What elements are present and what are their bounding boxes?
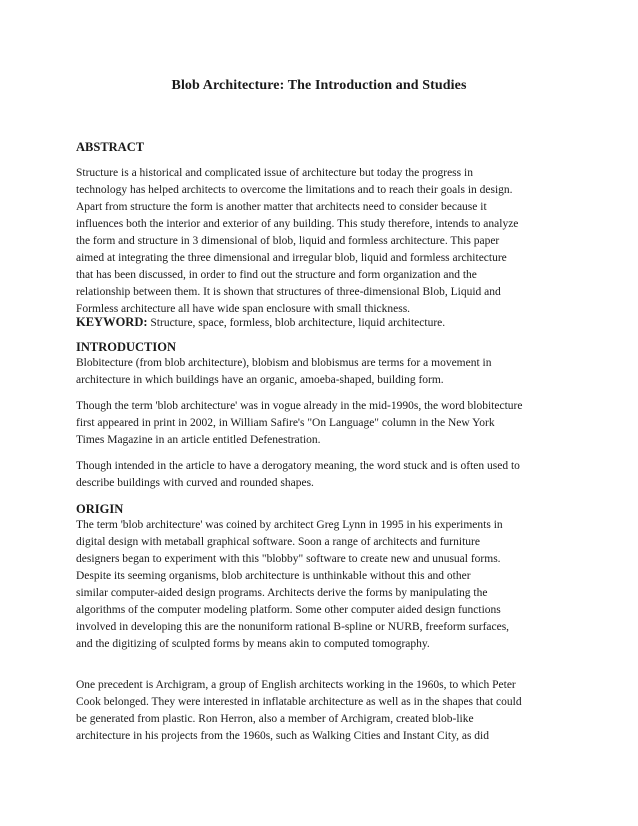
keyword-text: Structure, space, formless, blob architecture, liquid architecture. (147, 317, 446, 329)
text-line: digital design with metaball graphical software. Soon a range of architects and furniture (76, 536, 480, 548)
text-line: similar computer-aided design programs. Architects derive the forms by manipulating the (76, 587, 488, 599)
paper-title: Blob Architecture: The Introduction and Studies (171, 78, 467, 93)
text-line: designers began to experiment with this "blobby" software to create new and unusual forms. (76, 553, 501, 565)
abstract-paragraph (76, 165, 566, 318)
text-line: architecture in his projects from the 1960s, such as Walking Cities and Instant City, as did (76, 730, 489, 742)
keyword-line (76, 314, 566, 332)
origin-paragraph-1 (76, 517, 566, 653)
text-line: Times Magazine in an article entitled Defenestration. (76, 434, 321, 446)
text-line: architecture in which buildings have an organic, amoeba-shaped, building form. (76, 374, 444, 386)
text-line: Despite its seeming organisms, blob architecture is unthinkable without this and other (76, 570, 471, 582)
introduction-heading: INTRODUCTION (76, 340, 177, 354)
text-line: algorithms of the computer modeling platform. Some other computer aided design functions (76, 604, 501, 616)
text-line: The term 'blob architecture' was coined by architect Greg Lynn in 1995 in his experiments in (76, 519, 503, 531)
origin-paragraph-2 (76, 677, 566, 745)
abstract-heading: ABSTRACT (76, 140, 145, 154)
text-line: that has been discussed, in order to find out the structure and form organization and the (76, 269, 477, 281)
text-line: Cook belonged. They were interested in inflatable architecture as well as in the shapes that could (76, 696, 522, 708)
keyword-label: KEYWORD: (76, 315, 148, 329)
origin-heading: ORIGIN (76, 502, 124, 516)
text-line: describe buildings with curved and rounded shapes. (76, 477, 314, 489)
text-line: be generated from plastic. Ron Herron, also a member of Archigram, created blob-like (76, 713, 474, 725)
text-line: relationship between them. It is shown that structures of three-dimensional Blob, Liquid and (76, 286, 501, 298)
text-line: and the digitizing of sculpted forms by means akin to computed tomography. (76, 638, 430, 650)
text-line: technology has helped architects to overcome the limitations and to reach their goals in design. (76, 184, 513, 196)
text-line: Though the term 'blob architecture' was in vogue already in the mid-1990s, the word blobitecture (76, 400, 523, 412)
text-line: Blobitecture (from blob architecture), blobism and blobismus are terms for a movement in (76, 357, 492, 369)
text-line: influences both the interior and exterior of any building. This study therefore, intends to analyze (76, 218, 519, 230)
text-line: involved in developing this are the nonuniform rational B-spline or NURB, freeform surfaces, (76, 621, 510, 633)
text-line: the form and structure in 3 dimensional of blob, liquid and formless architecture. This paper (76, 235, 500, 247)
text-line: aimed at integrating the three dimensional and irregular blob, liquid and formless architecture (76, 252, 507, 264)
introduction-paragraph-1 (76, 355, 566, 389)
text-line: One precedent is Archigram, a group of English architects working in the 1960s, to which Peter (76, 679, 516, 691)
text-line: Formless architecture all have wide span enclosure with small thickness. (76, 303, 411, 315)
introduction-paragraph-3 (76, 458, 566, 492)
introduction-paragraph-2 (76, 398, 566, 449)
text-line: Apart from structure the form is another matter that architects need to consider because it (76, 201, 487, 213)
text-line: Though intended in the article to have a derogatory meaning, the word stuck and is often used to (76, 460, 520, 472)
text-line: Structure is a historical and complicated issue of architecture but today the progress in (76, 167, 473, 179)
text-line: first appeared in print in 2002, in William Safire's "On Language" column in the New York (76, 417, 495, 429)
